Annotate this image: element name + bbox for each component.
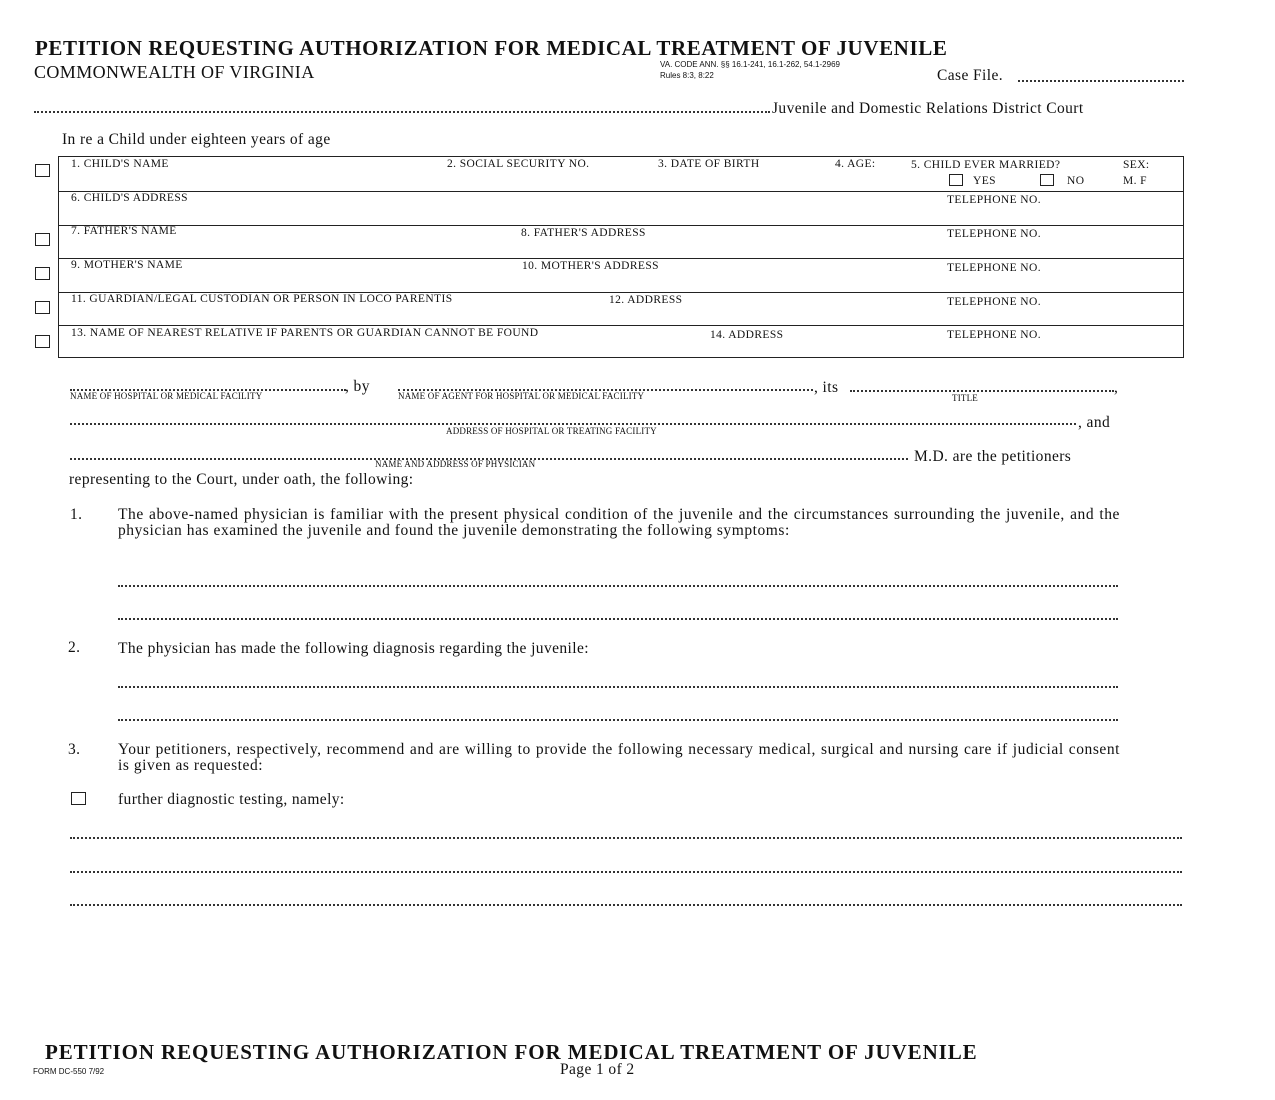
row-checkbox-child[interactable] <box>35 164 50 177</box>
relative-telephone-field[interactable]: TELEPHONE NO. <box>947 329 1041 341</box>
sex-options[interactable]: M. F <box>1123 175 1147 187</box>
testing-line-3[interactable] <box>70 904 1182 906</box>
child-telephone-field[interactable]: TELEPHONE NO. <box>947 194 1041 206</box>
court-label: Juvenile and Domestic Relations District Court <box>772 100 1084 117</box>
by-text: , by <box>345 378 370 395</box>
title-caption: TITLE <box>952 393 978 403</box>
its-text: , its <box>814 379 839 396</box>
testing-line-2[interactable] <box>70 871 1182 873</box>
item-2-number: 2. <box>68 639 81 656</box>
row-checkbox-relative[interactable] <box>35 335 50 348</box>
grid-divider <box>59 191 1183 192</box>
footer-title: PETITION REQUESTING AUTHORIZATION FOR MEDICAL TREATMENT OF JUVENILE <box>45 1040 978 1064</box>
code-reference: VA. CODE ANN. §§ 16.1-241, 16.1-262, 54.1-2969 <box>660 60 840 69</box>
grid-divider <box>59 258 1183 259</box>
fathers-name-field[interactable]: 7. FATHER'S NAME <box>71 225 177 237</box>
physician-caption: NAME AND ADDRESS OF PHYSICIAN <box>375 459 536 469</box>
grid-divider <box>59 325 1183 326</box>
page-indicator: Page 1 of 2 <box>560 1061 635 1078</box>
item-1-number: 1. <box>70 506 83 523</box>
case-file-field[interactable] <box>1018 80 1184 82</box>
guardian-telephone-field[interactable]: TELEPHONE NO. <box>947 296 1041 308</box>
item-1-text: The above-named physician is familiar with the present physical condition of the juvenile and the circumstances surrounding the juvenile, and the physician has examined the juvenile and found the juvenile demonstrating the following symptoms: <box>118 506 1120 539</box>
mother-telephone-field[interactable]: TELEPHONE NO. <box>947 262 1041 274</box>
ssn-field[interactable]: 2. SOCIAL SECURITY NO. <box>447 158 590 170</box>
date-of-birth-field[interactable]: 3. DATE OF BIRTH <box>658 158 760 170</box>
form-title: PETITION REQUESTING AUTHORIZATION FOR MEDICAL TREATMENT OF JUVENILE <box>35 36 948 60</box>
symptoms-line-1[interactable] <box>118 585 1118 587</box>
ever-married-label: 5. CHILD EVER MARRIED? <box>911 159 1061 171</box>
age-field[interactable]: 4. AGE: <box>835 158 876 170</box>
further-testing-label: further diagnostic testing, namely: <box>118 791 345 808</box>
jurisdiction: COMMONWEALTH OF VIRGINIA <box>34 62 315 82</box>
testing-line-1[interactable] <box>70 837 1182 839</box>
agent-name-caption: NAME OF AGENT FOR HOSPITAL OR MEDICAL FACILITY <box>398 391 645 401</box>
row-checkbox-father[interactable] <box>35 233 50 246</box>
childs-address-field[interactable]: 6. CHILD'S ADDRESS <box>71 192 188 204</box>
married-no-label: NO <box>1067 175 1085 187</box>
mothers-address-field[interactable]: 10. MOTHER'S ADDRESS <box>522 260 659 272</box>
in-re-label: In re a Child under eighteen years of age <box>62 131 331 148</box>
court-location-field[interactable] <box>34 111 770 113</box>
nearest-relative-field[interactable]: 13. NAME OF NEAREST RELATIVE IF PARENTS OR GUARDIAN CANNOT BE FOUND <box>71 327 539 339</box>
married-yes-label: YES <box>973 175 996 187</box>
party-information-grid <box>58 156 1184 358</box>
childs-name-field[interactable]: 1. CHILD'S NAME <box>71 158 169 170</box>
grid-divider <box>59 225 1183 226</box>
diagnosis-line-2[interactable] <box>118 719 1118 721</box>
item-3-number: 3. <box>68 741 81 758</box>
diagnosis-line-1[interactable] <box>118 686 1118 688</box>
rules-reference: Rules 8:3, 8:22 <box>660 71 714 80</box>
hospital-name-caption: NAME OF HOSPITAL OR MEDICAL FACILITY <box>70 391 263 401</box>
guardian-address-field[interactable]: 12. ADDRESS <box>609 294 683 306</box>
facility-address-caption: ADDRESS OF HOSPITAL OR TREATING FACILITY <box>446 426 657 436</box>
sex-label: SEX: <box>1123 159 1150 171</box>
relative-address-field[interactable]: 14. ADDRESS <box>710 329 784 341</box>
item-3-text: Your petitioners, respectively, recommend and are willing to provide the following necessary medical, surgical and nursing care if judicial consent is given as requested: <box>118 741 1120 774</box>
comma-text: , <box>1114 379 1119 396</box>
guardian-name-field[interactable]: 11. GUARDIAN/LEGAL CUSTODIAN OR PERSON IN LOCO PARENTIS <box>71 293 453 305</box>
facility-address-field[interactable] <box>70 423 1076 425</box>
mothers-name-field[interactable]: 9. MOTHER'S NAME <box>71 259 183 271</box>
agent-title-field[interactable] <box>850 390 1114 392</box>
form-id: FORM DC-550 7/92 <box>33 1067 105 1076</box>
item-2-text: The physician has made the following diagnosis regarding the juvenile: <box>118 640 589 657</box>
married-no-checkbox[interactable] <box>1040 174 1054 186</box>
md-petitioners-text: M.D. are the petitioners <box>914 448 1072 465</box>
and-text: , and <box>1078 414 1111 431</box>
row-checkbox-guardian[interactable] <box>35 301 50 314</box>
further-testing-checkbox[interactable] <box>71 792 86 805</box>
symptoms-line-2[interactable] <box>118 618 1118 620</box>
father-telephone-field[interactable]: TELEPHONE NO. <box>947 228 1041 240</box>
case-file-label: Case File. <box>937 67 1003 84</box>
row-checkbox-mother[interactable] <box>35 267 50 280</box>
married-yes-checkbox[interactable] <box>949 174 963 186</box>
representing-text: representing to the Court, under oath, the following: <box>69 471 414 488</box>
fathers-address-field[interactable]: 8. FATHER'S ADDRESS <box>521 227 646 239</box>
